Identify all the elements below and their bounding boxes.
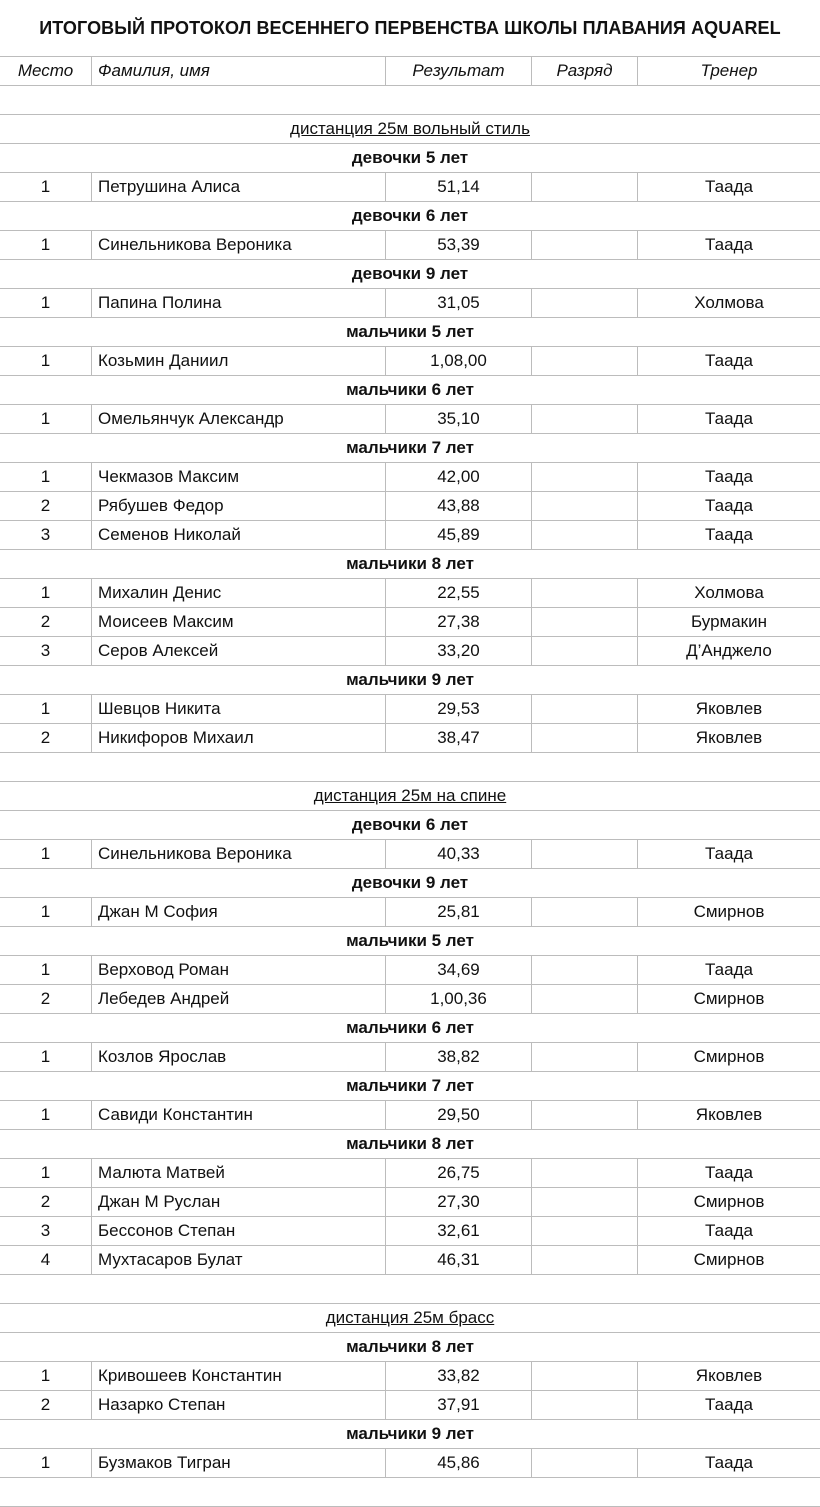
age-group-heading: девочки 6 лет — [0, 202, 820, 231]
result-cell: 1,08,00 — [386, 347, 532, 375]
place-cell: 2 — [0, 724, 92, 752]
coach-cell: Бурмакин — [690, 612, 767, 631]
rank-cell — [532, 173, 638, 201]
rank-cell — [532, 289, 638, 317]
rank-cell — [532, 579, 638, 607]
place-cell: 1 — [0, 1362, 92, 1390]
spacer-row — [0, 86, 820, 115]
name-cell: Синельникова Вероника — [92, 840, 386, 868]
coach-cell: Таада — [705, 1221, 753, 1240]
name-cell: Мухтасаров Булат — [92, 1246, 386, 1274]
rank-cell — [532, 492, 638, 520]
table-row — [0, 579, 820, 608]
place-cell: 1 — [0, 579, 92, 607]
coach-cell: Таада — [705, 235, 753, 254]
name-cell: Бузмаков Тигран — [92, 1449, 386, 1477]
name-cell: Папина Полина — [92, 289, 386, 317]
table-row — [0, 231, 820, 260]
result-cell: 38,47 — [386, 724, 532, 752]
coach-cell: Яковлев — [695, 699, 763, 718]
rank-cell — [532, 1043, 638, 1071]
table-row — [0, 724, 820, 753]
age-group-heading: мальчики 8 лет — [0, 550, 820, 579]
place-cell: 1 — [0, 695, 92, 723]
spacer-row — [0, 753, 820, 782]
coach-cell: Таада — [705, 1395, 753, 1414]
name-cell: Шевцов Никита — [92, 695, 386, 723]
result-cell: 37,91 — [386, 1391, 532, 1419]
coach-cell: Таада — [705, 525, 753, 544]
place-cell: 3 — [0, 1217, 92, 1245]
coach-cell: Таада — [705, 467, 753, 486]
name-cell: Моисеев Максим — [92, 608, 386, 636]
distance-heading: дистанция 25м брасс — [0, 1304, 820, 1333]
table-row — [0, 1159, 820, 1188]
name-cell: Козлов Ярослав — [92, 1043, 386, 1071]
table-row — [0, 1449, 820, 1478]
place-cell: 1 — [0, 956, 92, 984]
rank-cell — [532, 231, 638, 259]
coach-cell: Смирнов — [693, 1047, 765, 1066]
place-cell: 4 — [0, 1246, 92, 1274]
table-row — [0, 1188, 820, 1217]
coach-cell: Холмова — [694, 293, 764, 312]
table-row — [0, 173, 820, 202]
table-row — [0, 637, 820, 666]
result-cell: 45,86 — [386, 1449, 532, 1477]
table-row — [0, 492, 820, 521]
coach-cell: Смирнов — [693, 902, 765, 921]
place-cell: 1 — [0, 1449, 92, 1477]
rank-cell — [532, 695, 638, 723]
age-group-heading: мальчики 6 лет — [0, 376, 820, 405]
spacer-row — [0, 1275, 820, 1304]
age-group-heading: девочки 9 лет — [0, 869, 820, 898]
name-cell: Рябушев Федор — [92, 492, 386, 520]
age-group-heading: мальчики 5 лет — [0, 318, 820, 347]
coach-cell: Таада — [705, 1453, 753, 1472]
name-cell: Никифоров Михаил — [92, 724, 386, 752]
table-row — [0, 840, 820, 869]
spacer-row — [0, 1478, 820, 1507]
name-cell: Савиди Константин — [92, 1101, 386, 1129]
table-row — [0, 1043, 820, 1072]
name-cell: Верховод Роман — [92, 956, 386, 984]
name-cell: Джан М София — [92, 898, 386, 926]
result-cell: 29,50 — [386, 1101, 532, 1129]
name-cell: Лебедев Андрей — [92, 985, 386, 1013]
place-cell: 3 — [0, 521, 92, 549]
result-cell: 42,00 — [386, 463, 532, 491]
result-cell: 27,30 — [386, 1188, 532, 1216]
table-row — [0, 898, 820, 927]
age-group-heading: мальчики 9 лет — [0, 1420, 820, 1449]
age-group-heading: мальчики 5 лет — [0, 927, 820, 956]
coach-cell: Смирнов — [693, 989, 765, 1008]
rank-cell — [532, 608, 638, 636]
place-cell: 2 — [0, 985, 92, 1013]
name-cell: Синельникова Вероника — [92, 231, 386, 259]
result-cell: 26,75 — [386, 1159, 532, 1187]
place-cell: 3 — [0, 637, 92, 665]
coach-cell: Таада — [705, 496, 753, 515]
place-cell: 1 — [0, 289, 92, 317]
name-cell: Петрушина Алиса — [92, 173, 386, 201]
result-cell: 34,69 — [386, 956, 532, 984]
result-cell: 33,82 — [386, 1362, 532, 1390]
name-cell: Козьмин Даниил — [92, 347, 386, 375]
rank-cell — [532, 1449, 638, 1477]
distance-heading: дистанция 25м вольный стиль — [0, 115, 820, 144]
table-row — [0, 405, 820, 434]
result-cell: 35,10 — [386, 405, 532, 433]
result-cell: 27,38 — [386, 608, 532, 636]
name-cell: Джан М Руслан — [92, 1188, 386, 1216]
rank-cell — [532, 1159, 638, 1187]
rank-cell — [532, 1188, 638, 1216]
age-group-heading: мальчики 7 лет — [0, 434, 820, 463]
rank-cell — [532, 1246, 638, 1274]
place-cell: 2 — [0, 1391, 92, 1419]
name-cell: Назарко Степан — [92, 1391, 386, 1419]
age-group-heading: мальчики 9 лет — [0, 666, 820, 695]
result-cell: 51,14 — [386, 173, 532, 201]
coach-cell: Таада — [705, 960, 753, 979]
result-cell: 32,61 — [386, 1217, 532, 1245]
coach-cell: Таада — [705, 177, 753, 196]
result-cell: 40,33 — [386, 840, 532, 868]
column-header-place: Место — [0, 57, 92, 85]
distance-heading: дистанция 25м на спине — [0, 782, 820, 811]
column-header-result: Результат — [386, 57, 532, 85]
result-cell: 38,82 — [386, 1043, 532, 1071]
name-cell: Бессонов Степан — [92, 1217, 386, 1245]
rank-cell — [532, 1101, 638, 1129]
rank-cell — [532, 1362, 638, 1390]
result-cell: 53,39 — [386, 231, 532, 259]
result-cell: 25,81 — [386, 898, 532, 926]
coach-cell: Таада — [705, 409, 753, 428]
rank-cell — [532, 637, 638, 665]
result-cell: 22,55 — [386, 579, 532, 607]
rank-cell — [532, 405, 638, 433]
place-cell: 1 — [0, 231, 92, 259]
table-row — [0, 1391, 820, 1420]
rank-cell — [532, 463, 638, 491]
coach-cell: Таада — [705, 844, 753, 863]
rank-cell — [532, 347, 638, 375]
name-cell: Малюта Матвей — [92, 1159, 386, 1187]
page-title: ИТОГОВЫЙ ПРОТОКОЛ ВЕСЕННЕГО ПЕРВЕНСТВА ШКОЛЫ ПЛАВАНИЯ AQUAREL — [39, 17, 781, 38]
place-cell: 2 — [0, 492, 92, 520]
result-cell: 1,00,36 — [386, 985, 532, 1013]
table-row — [0, 289, 820, 318]
coach-cell: Яковлев — [695, 728, 763, 747]
table-row — [0, 1217, 820, 1246]
coach-cell: Яковлев — [695, 1105, 763, 1124]
table-row — [0, 521, 820, 550]
place-cell: 1 — [0, 840, 92, 868]
result-cell: 43,88 — [386, 492, 532, 520]
column-header-rank: Разряд — [532, 57, 638, 85]
rank-cell — [532, 985, 638, 1013]
age-group-heading: девочки 6 лет — [0, 811, 820, 840]
place-cell: 1 — [0, 173, 92, 201]
column-header-name: Фамилия, имя — [92, 57, 386, 85]
rank-cell — [532, 1391, 638, 1419]
place-cell: 1 — [0, 1101, 92, 1129]
coach-cell: Холмова — [694, 583, 764, 602]
name-cell: Омельянчук Александр — [92, 405, 386, 433]
name-cell: Семенов Николай — [92, 521, 386, 549]
place-cell: 2 — [0, 1188, 92, 1216]
rank-cell — [532, 1217, 638, 1245]
name-cell: Кривошеев Константин — [92, 1362, 386, 1390]
table-row — [0, 608, 820, 637]
name-cell: Чекмазов Максим — [92, 463, 386, 491]
rank-cell — [532, 521, 638, 549]
table-row — [0, 985, 820, 1014]
coach-cell: Д’Анджело — [686, 641, 772, 660]
coach-cell: Смирнов — [693, 1250, 765, 1269]
result-cell: 45,89 — [386, 521, 532, 549]
coach-cell: Смирнов — [693, 1192, 765, 1211]
coach-cell: Таада — [705, 1163, 753, 1182]
table-header — [0, 56, 820, 86]
place-cell: 1 — [0, 1043, 92, 1071]
rank-cell — [532, 898, 638, 926]
column-header-coach: Тренер — [700, 61, 758, 80]
table-row — [0, 695, 820, 724]
result-cell: 31,05 — [386, 289, 532, 317]
place-cell: 1 — [0, 1159, 92, 1187]
table-row — [0, 1101, 820, 1130]
coach-cell: Таада — [705, 351, 753, 370]
age-group-heading: мальчики 7 лет — [0, 1072, 820, 1101]
result-cell: 29,53 — [386, 695, 532, 723]
age-group-heading: девочки 9 лет — [0, 260, 820, 289]
table-row — [0, 956, 820, 985]
place-cell: 1 — [0, 347, 92, 375]
table-row — [0, 1362, 820, 1391]
age-group-heading: мальчики 8 лет — [0, 1333, 820, 1362]
name-cell: Серов Алексей — [92, 637, 386, 665]
rank-cell — [532, 724, 638, 752]
place-cell: 2 — [0, 608, 92, 636]
table-row — [0, 1246, 820, 1275]
name-cell: Михалин Денис — [92, 579, 386, 607]
results-table — [0, 86, 820, 1507]
result-cell: 33,20 — [386, 637, 532, 665]
rank-cell — [532, 840, 638, 868]
age-group-heading: мальчики 6 лет — [0, 1014, 820, 1043]
rank-cell — [532, 956, 638, 984]
place-cell: 1 — [0, 463, 92, 491]
place-cell: 1 — [0, 898, 92, 926]
table-row — [0, 347, 820, 376]
coach-cell: Яковлев — [695, 1366, 763, 1385]
age-group-heading: девочки 5 лет — [0, 144, 820, 173]
table-row — [0, 463, 820, 492]
age-group-heading: мальчики 8 лет — [0, 1130, 820, 1159]
place-cell: 1 — [0, 405, 92, 433]
result-cell: 46,31 — [386, 1246, 532, 1274]
